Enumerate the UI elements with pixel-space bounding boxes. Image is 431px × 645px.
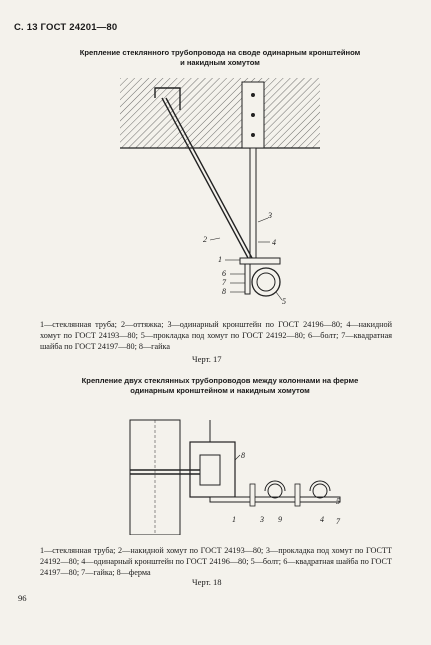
figure-17-title bbox=[20, 48, 420, 67]
callout-1: 1 bbox=[232, 515, 236, 524]
glass-pipe-1 bbox=[268, 484, 282, 498]
callout-1: 1 bbox=[218, 255, 222, 264]
figure-18-title-line1: Крепление двух стеклянных трубопроводов между колоннами на ферме bbox=[81, 376, 359, 385]
callout-2: 2 bbox=[203, 235, 207, 244]
callout-4: 4 bbox=[272, 238, 276, 247]
glass-pipe-2 bbox=[313, 484, 327, 498]
figure-17-drawing bbox=[100, 70, 340, 320]
figure-17-label: Черт. 17 bbox=[192, 354, 222, 364]
callout-9: 9 bbox=[278, 515, 282, 524]
callout-8: 8 bbox=[241, 451, 245, 460]
figure-17-title-line1: Крепление стеклянного трубопровода на своде одинарным кронштейном bbox=[79, 48, 361, 57]
bolt bbox=[245, 264, 250, 294]
page-number: 96 bbox=[18, 593, 27, 603]
callout-8: 8 bbox=[222, 287, 226, 296]
callout-5: 5 bbox=[336, 497, 340, 506]
callout-7: 7 bbox=[336, 517, 340, 526]
figure-17-caption: 1—стеклянная труба; 2—оттяжка; 3—одинарный кронштейн по ГОСТ 24196—80; 4—накидной хомут по ГОСТ 24193—80; 5—прокладка под хомут по ГОСТ 24192—80; 6—болт; 7—квадратная шайба по ГОСТ 24197—80; 8—гайка bbox=[40, 320, 392, 351]
figure-18-label: Черт. 18 bbox=[192, 577, 222, 587]
glass-pipe bbox=[252, 268, 280, 296]
figure-18-caption: 1—стеклянная труба; 2—накидной хомут по ГОСТ 24193—80; 3—прокладка под хомут по ГОСТТ 24192—80; 4—одинарный кронштейн по ГОСТ 24196—80; 5—болт; 6—квадратная шайба по ГОСТ 24197—80; 7—гайка; 8—ферма bbox=[40, 546, 392, 577]
figure-18-drawing bbox=[110, 400, 360, 535]
ceiling-vault bbox=[120, 78, 320, 148]
callout-5: 5 bbox=[282, 297, 286, 306]
figure-17-title-line2: и накидным хомутом bbox=[180, 57, 260, 67]
callout-7: 7 bbox=[222, 278, 226, 287]
figure-18-title-line2: одинарным кронштейном и накидным хомутом bbox=[130, 385, 310, 395]
clamp-bar bbox=[240, 258, 280, 264]
single-bracket bbox=[250, 148, 256, 258]
running-header: С. 13 ГОСТ 24201—80 bbox=[14, 22, 118, 33]
callout-6: 6 bbox=[222, 269, 226, 278]
callout-3: 3 bbox=[260, 515, 264, 524]
callout-4: 4 bbox=[320, 515, 324, 524]
callout-3: 3 bbox=[268, 211, 272, 220]
figure-18-title bbox=[20, 376, 420, 395]
